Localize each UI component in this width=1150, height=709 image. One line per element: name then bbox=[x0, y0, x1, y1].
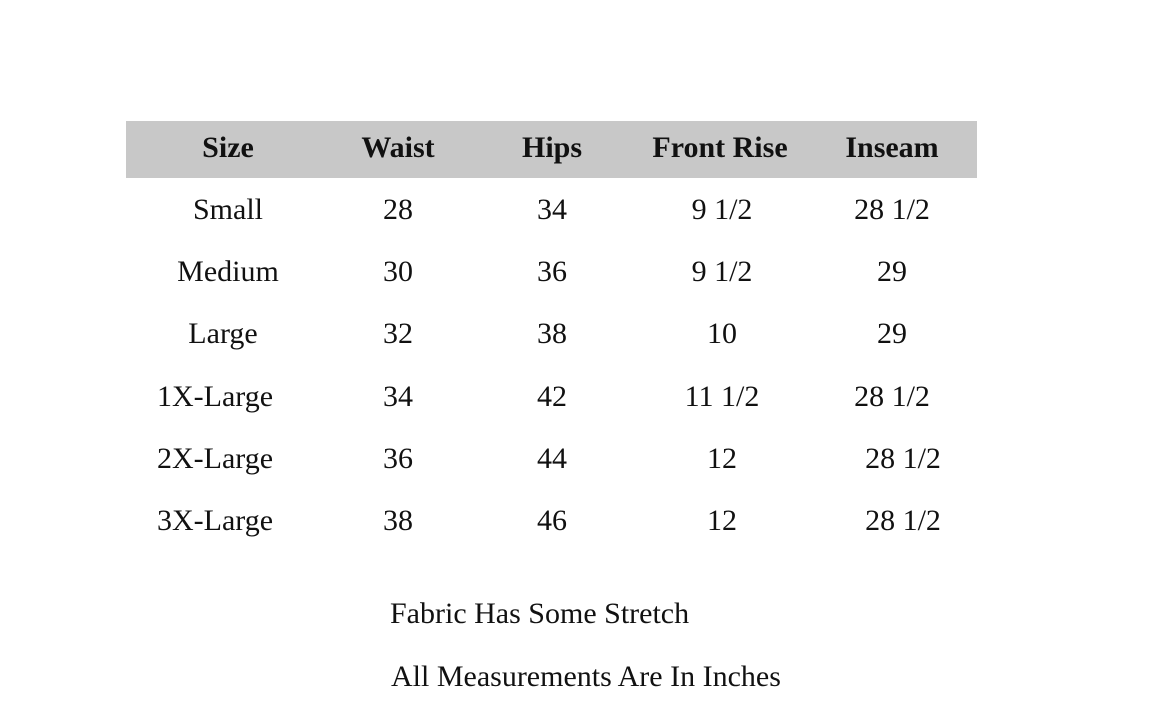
table-cell-inseam-large: 29 bbox=[877, 317, 907, 350]
note-units: All Measurements Are In Inches bbox=[391, 660, 781, 693]
column-header-waist: Waist bbox=[361, 131, 435, 164]
column-header-inseam: Inseam bbox=[845, 131, 939, 164]
table-cell-front-rise-3x-large: 12 bbox=[707, 504, 737, 537]
table-cell-hips-1x-large: 42 bbox=[537, 380, 567, 413]
column-header-size: Size bbox=[202, 131, 254, 164]
table-cell-waist-small: 28 bbox=[383, 193, 413, 226]
column-header-front-rise: Front Rise bbox=[652, 131, 788, 164]
table-cell-inseam-small: 28 1/2 bbox=[854, 193, 930, 226]
table-cell-size-1x-large: 1X-Large bbox=[156, 380, 274, 413]
table-cell-size-3x-large: 3X-Large bbox=[156, 504, 274, 537]
table-cell-waist-3x-large: 38 bbox=[383, 504, 413, 537]
table-cell-size-2x-large: 2X-Large bbox=[156, 442, 274, 475]
table-cell-waist-1x-large: 34 bbox=[383, 380, 413, 413]
table-cell-inseam-medium: 29 bbox=[877, 255, 907, 288]
table-cell-front-rise-1x-large: 11 1/2 bbox=[684, 380, 760, 413]
table-cell-hips-medium: 36 bbox=[537, 255, 567, 288]
table-cell-front-rise-2x-large: 12 bbox=[707, 442, 737, 475]
table-cell-waist-large: 32 bbox=[383, 317, 413, 350]
table-cell-size-small: Small bbox=[192, 193, 264, 226]
table-cell-waist-2x-large: 36 bbox=[383, 442, 413, 475]
table-cell-size-medium: Medium bbox=[177, 255, 279, 288]
table-cell-inseam-3x-large: 28 1/2 bbox=[865, 504, 941, 537]
table-cell-inseam-1x-large: 28 1/2 bbox=[854, 380, 930, 413]
table-cell-front-rise-large: 10 bbox=[707, 317, 737, 350]
table-cell-waist-medium: 30 bbox=[383, 255, 413, 288]
table-cell-size-large: Large bbox=[188, 317, 258, 350]
table-cell-hips-2x-large: 44 bbox=[537, 442, 567, 475]
table-cell-hips-3x-large: 46 bbox=[537, 504, 567, 537]
table-cell-hips-large: 38 bbox=[537, 317, 567, 350]
table-cell-hips-small: 34 bbox=[537, 193, 567, 226]
column-header-hips: Hips bbox=[521, 131, 583, 164]
table-cell-front-rise-small: 9 1/2 bbox=[691, 193, 753, 226]
table-cell-front-rise-medium: 9 1/2 bbox=[691, 255, 753, 288]
note-stretch: Fabric Has Some Stretch bbox=[390, 597, 690, 630]
table-cell-inseam-2x-large: 28 1/2 bbox=[865, 442, 941, 475]
